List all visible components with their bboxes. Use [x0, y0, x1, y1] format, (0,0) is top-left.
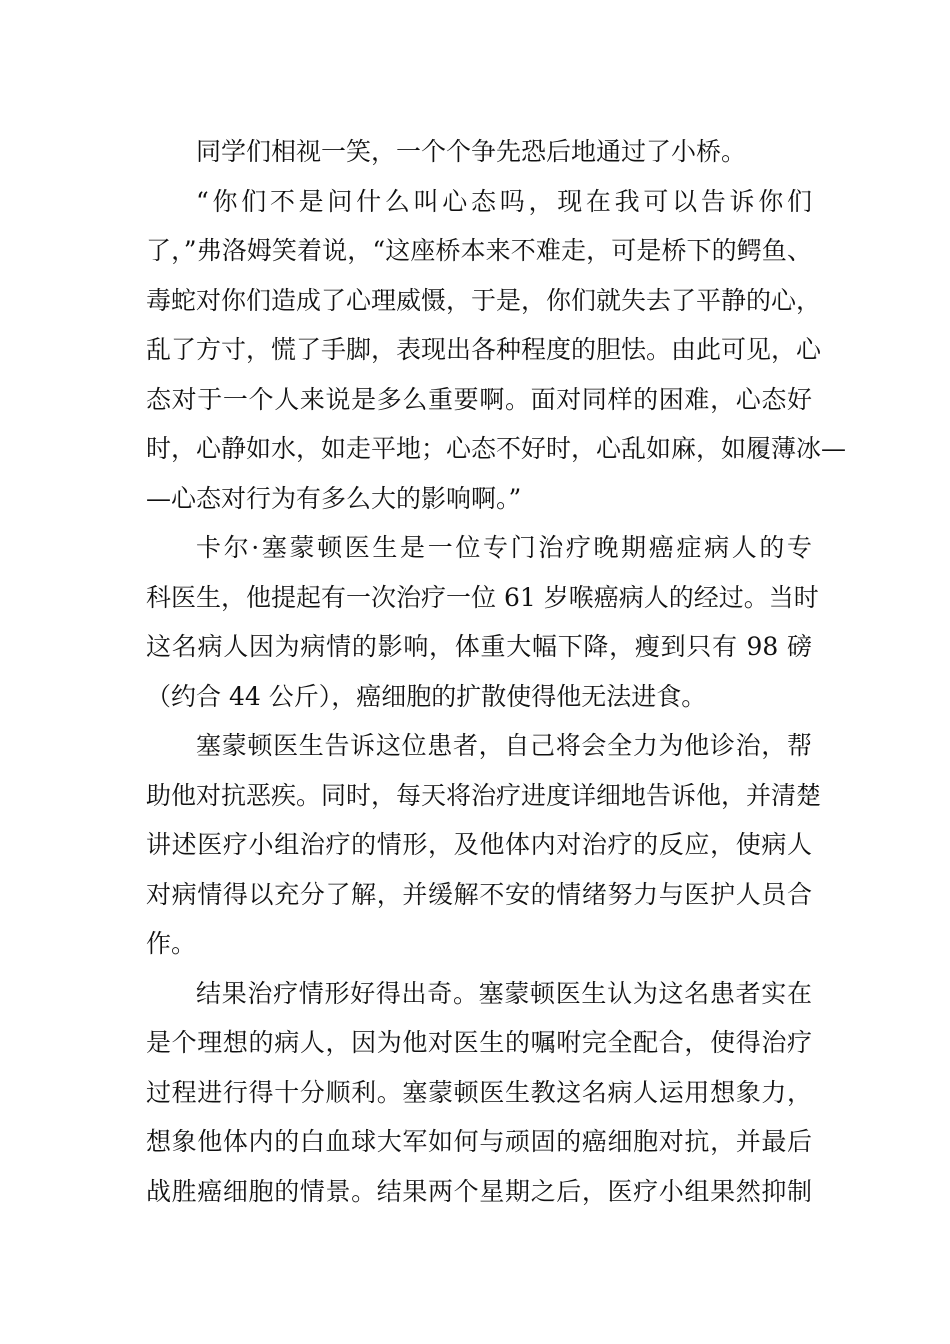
text-line: 想象他体内的白血球大军如何与顽固的癌细胞对抗，并最后: [146, 1127, 812, 1156]
text-line: 时，心静如水，如走平地；心态不好时，心乱如麻，如履薄冰—: [146, 434, 847, 463]
text-line: 同学们相视一笑，一个个争先恐后地通过了小桥。: [196, 137, 747, 166]
text-line: 对病情得以充分了解，并缓解不安的情绪努力与医护人员合: [146, 879, 812, 909]
text-line: 助他对抗恶疾。同时，每天将治疗进度详细地告诉他，并清楚: [146, 780, 822, 810]
paragraph-3: [146, 523, 819, 721]
text-line: 了，”弗洛姆笑着说，“这座桥本来不难走，可是桥下的鳄鱼、: [146, 236, 812, 265]
body-text: [146, 127, 847, 1216]
text-line: （约合 44 公斤），癌细胞的扩散使得他无法进食。: [146, 681, 707, 711]
text-line: 讲述医疗小组治疗的情形，及他体内对治疗的反应，使病人: [146, 830, 812, 859]
paragraph-5: [146, 969, 812, 1217]
text-line: 卡尔·塞蒙顿医生是一位专门治疗晚期癌症病人的专: [196, 533, 812, 562]
text-line: 作。: [146, 929, 197, 958]
text-line: 战胜癌细胞的情景。结果两个星期之后，医疗小组果然抑制: [146, 1176, 812, 1206]
text-line: 科医生，他提起有一次治疗一位 61 岁喉癌病人的经过。当时: [146, 582, 819, 612]
text-line: 是个理想的病人，因为他对医生的嘱咐完全配合，使得治疗: [146, 1028, 812, 1057]
text-line: 结果治疗情形好得出奇。塞蒙顿医生认为这名患者实在: [196, 978, 812, 1008]
text-line: 态对于一个人来说是多么重要啊。面对同样的困难，心态好: [146, 384, 812, 414]
paragraph-2: [146, 177, 847, 524]
text-line: 过程进行得十分顺利。塞蒙顿医生教这名病人运用想象力，: [146, 1077, 812, 1107]
text-line: —心态对行为有多么大的影响啊。”: [146, 483, 522, 513]
text-line: 塞蒙顿医生告诉这位患者，自己将会全力为他诊治，帮: [196, 731, 812, 760]
text-line: 乱了方寸，慌了手脚，表现出各种程度的胆怯。由此可见，心: [146, 335, 822, 364]
text-line: 这名病人因为病情的影响，体重大幅下降，瘦到只有 98 磅: [146, 632, 812, 661]
paragraph-1: [146, 127, 812, 177]
text-line: “你们不是问什么叫心态吗，现在我可以告诉你们: [196, 186, 812, 216]
text-line: 毒蛇对你们造成了心理威慑，于是，你们就失去了平静的心，: [146, 285, 822, 315]
paragraph-4: [146, 721, 822, 969]
